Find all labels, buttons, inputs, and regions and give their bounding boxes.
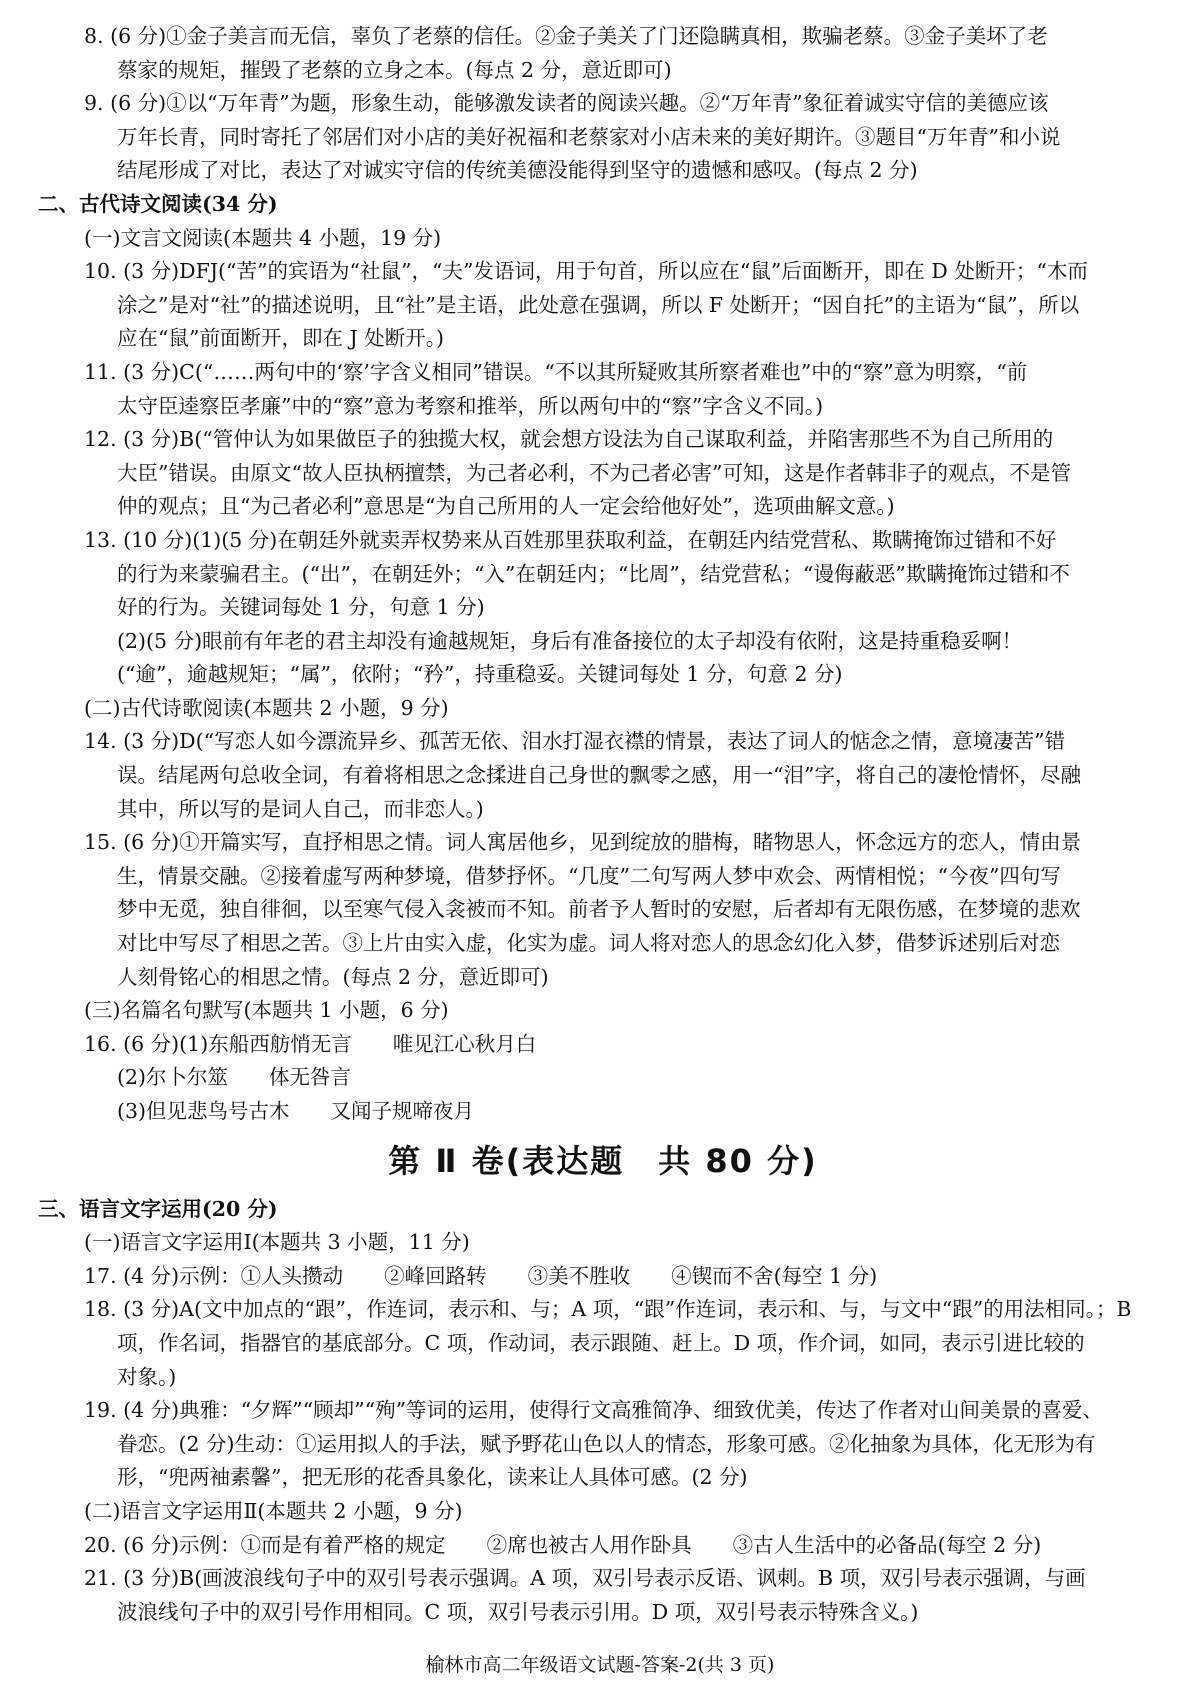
- text-line: 大臣”错误。由原文“故人臣执柄擅禁，为己者必利，不为己者必害”可知，这是作者韩非子的观点，不是管: [117, 460, 1071, 485]
- text-line: 21. (3 分)B(画波浪线句子中的双引号表示强调。A 项，双引号表示反语、讽刺。B 项，双引号表示强调，与画: [84, 1566, 1086, 1591]
- subsection-heading: (一)语言文字运用Ⅰ(本题共 3 小题，11 分): [84, 1230, 470, 1255]
- text-line: 其中，所以写的是词人自己，而非恋人。): [117, 796, 484, 821]
- part-title: 第 Ⅱ 卷(表达题 共 80 分): [388, 1141, 818, 1180]
- section-heading: 二、古代诗文阅读(34 分): [38, 191, 278, 216]
- text-line: 人刻骨铭心的相思之情。(每点 2 分，意近即可): [117, 964, 549, 989]
- text-line: 16. (6 分)(1)东船西舫悄无言 唯见江心秋月白: [84, 1031, 537, 1056]
- text-line: 蔡家的规矩，摧毁了老蔡的立身之本。(每点 2 分，意近即可): [117, 57, 672, 82]
- text-line: (2)尔卜尔筮 体无咎言: [117, 1065, 352, 1090]
- subsection-heading: (二)古代诗歌阅读(本题共 2 小题，9 分): [84, 695, 449, 720]
- text-line: 眷恋。(2 分)生动：①运用拟人的手法，赋予野花山色以人的情态，形象可感。②化抽象为具体，化无形为有: [117, 1431, 1096, 1456]
- answer-block-part-2: [38, 1193, 1168, 1630]
- text-line: 项，作名词，指器官的基底部分。C 项，作动词，表示跟随、赶上。D 项，作介词，如同，表示引进比较的: [117, 1330, 1085, 1355]
- text-line: 应在“鼠”前面断开，即在 J 处断开。): [117, 326, 444, 351]
- text-line: 波浪线句子中的双引号作用相同。C 项，双引号表示引用。D 项，双引号表示特殊含义。): [117, 1599, 919, 1624]
- text-line: 梦中无觅，独自徘徊，以至寒气侵入衾被而不知。前者予人暂时的安慰，后者却有无限伤感，在梦境的悲欢: [117, 897, 1081, 922]
- answer-content: [38, 20, 1168, 1629]
- subsection-heading: (一)文言文阅读(本题共 4 小题，19 分): [84, 225, 442, 250]
- text-line: 生，情景交融。②接着虚写两种梦境，借梦抒怀。“几度”二句写两人梦中欢会、两情相悦；“今夜”四句写: [117, 863, 1061, 888]
- text-line: 的行为来蒙骗君主。(“出”，在朝廷外；“入”在朝廷内；“比周”，结党营私；“谩侮蔽恶”欺瞒掩饰过错和不: [117, 561, 1070, 586]
- text-line: 14. (3 分)D(“写恋人如今漂流异乡、孤苦无依、泪水打湿衣襟的情景，表达了词人的惦念之情，意境凄苦”错: [84, 729, 1066, 754]
- text-line: 20. (6 分)示例：①而是有着严格的规定 ②席也被古人用作卧具 ③古人生活中的必备品(每空 2 分): [84, 1532, 1042, 1557]
- text-line: 17. (4 分)示例：①人头攒动 ②峰回路转 ③美不胜收 ④锲而不舍(每空 1 分): [84, 1263, 878, 1288]
- text-line: (2)(5 分)眼前有年老的君主却没有逾越规矩，身后有准备接位的太子却没有依附，这是持重稳妥啊！: [117, 628, 1023, 653]
- text-line: 形，“兜两袖素馨”，把无形的花香具象化，读来让人具体可感。(2 分): [117, 1465, 748, 1490]
- text-line: 涂之”是对“社”的描述说明，且“社”是主语，此处意在强调，所以 F 处断开；“因自托”的主语为“鼠”，所以: [117, 292, 1080, 317]
- text-line: 好的行为。关键词每处 1 分，句意 1 分): [117, 595, 485, 620]
- text-line: 19. (4 分)典雅：“夕辉”“顾却”“殉”等词的运用，使得行文高雅简净、细致优美，传达了作者对山间美景的喜爱、: [84, 1398, 1104, 1423]
- text-line: 对象。): [117, 1364, 177, 1389]
- text-line: 10. (3 分)DFJ(“苦”的宾语为“社鼠”，“夫”发语词，用于句首，所以应在“鼠”后面断开，即在 D 处断开；“木而: [84, 259, 1088, 284]
- text-line: 8. (6 分)①金子美言而无信，辜负了老蔡的信任。②金子美关了门还隐瞒真相，欺骗老蔡。③金子美坏了老: [84, 24, 1048, 48]
- text-line: 仲的观点；且“为己者必利”意思是“为自己所用的人一定会给他好处”，选项曲解文意。): [117, 494, 895, 519]
- text-line: 12. (3 分)B(“管仲认为如果做臣子的独揽大权，就会想方设法为自己谋取利益，并陷害那些不为自己所用的: [84, 427, 1054, 452]
- answer-block-part-1: [38, 20, 1168, 1129]
- text-line: (“逾”，逾越规矩；“属”，依附；“矜”，持重稳妥。关键词每处 1 分，句意 2 分): [117, 662, 843, 687]
- text-line: 15. (6 分)①开篇实写，直抒相思之情。词人寓居他乡，见到绽放的腊梅，睹物思人，怀念远方的恋人，情由景: [84, 830, 1082, 855]
- text-line: 结尾形成了对比，表达了对诚实守信的传统美德没能得到坚守的遗憾和感叹。(每点 2 分): [117, 158, 918, 183]
- text-line: 万年长青，同时寄托了邻居们对小店的美好祝福和老蔡家对小店未来的美好期许。③题目“万年青”和小说: [117, 124, 1061, 149]
- text-line: 对比中写尽了相思之苦。③上片由实入虚，化实为虚。词人将对恋人的思念幻化入梦，借梦诉述别后对恋: [117, 931, 1060, 956]
- text-line: 9. (6 分)①以“万年青”为题，形象生动，能够激发读者的阅读兴趣。②“万年青”象征着诚实守信的美德应该: [84, 91, 1049, 116]
- subsection-heading: (二)语言文字运用Ⅱ(本题共 2 小题，9 分): [84, 1498, 463, 1523]
- text-line: 误。结尾两句总收全词，有着将相思之念揉进自己身世的飘零之感，用一“泪”字，将自己的凄怆情怀，尽融: [117, 763, 1081, 788]
- text-line: (3)但见悲鸟号古木 又闻子规啼夜月: [117, 1099, 475, 1123]
- section-heading: 三、语言文字运用(20 分): [38, 1196, 278, 1221]
- text-line: 11. (3 分)C(“……两句中的‘察’字含义相同”错误。“不以其所疑败其所察者难也”中的“察”意为明察，“前: [84, 359, 1028, 384]
- text-line: 18. (3 分)A(文中加点的“跟”，作连词，表示和、与；A 项，“跟”作连词，表示和、与，与文中“跟”的用法相同。；B: [84, 1297, 1132, 1322]
- subsection-heading: (三)名篇名句默写(本题共 1 小题，6 分): [84, 998, 449, 1023]
- text-line: 太守臣逵察臣孝廉”中的“察”意为考察和推举，所以两句中的“察”字含义不同。): [117, 393, 824, 418]
- text-line: 13. (10 分)(1)(5 分)在朝廷外就卖弄权势来从百姓那里获取利益，在朝廷内结党营私、欺瞒掩饰过错和不好: [84, 527, 1057, 552]
- page-footer: 榆林市高二年级语文试题-答案-2(共 3 页): [425, 1654, 775, 1676]
